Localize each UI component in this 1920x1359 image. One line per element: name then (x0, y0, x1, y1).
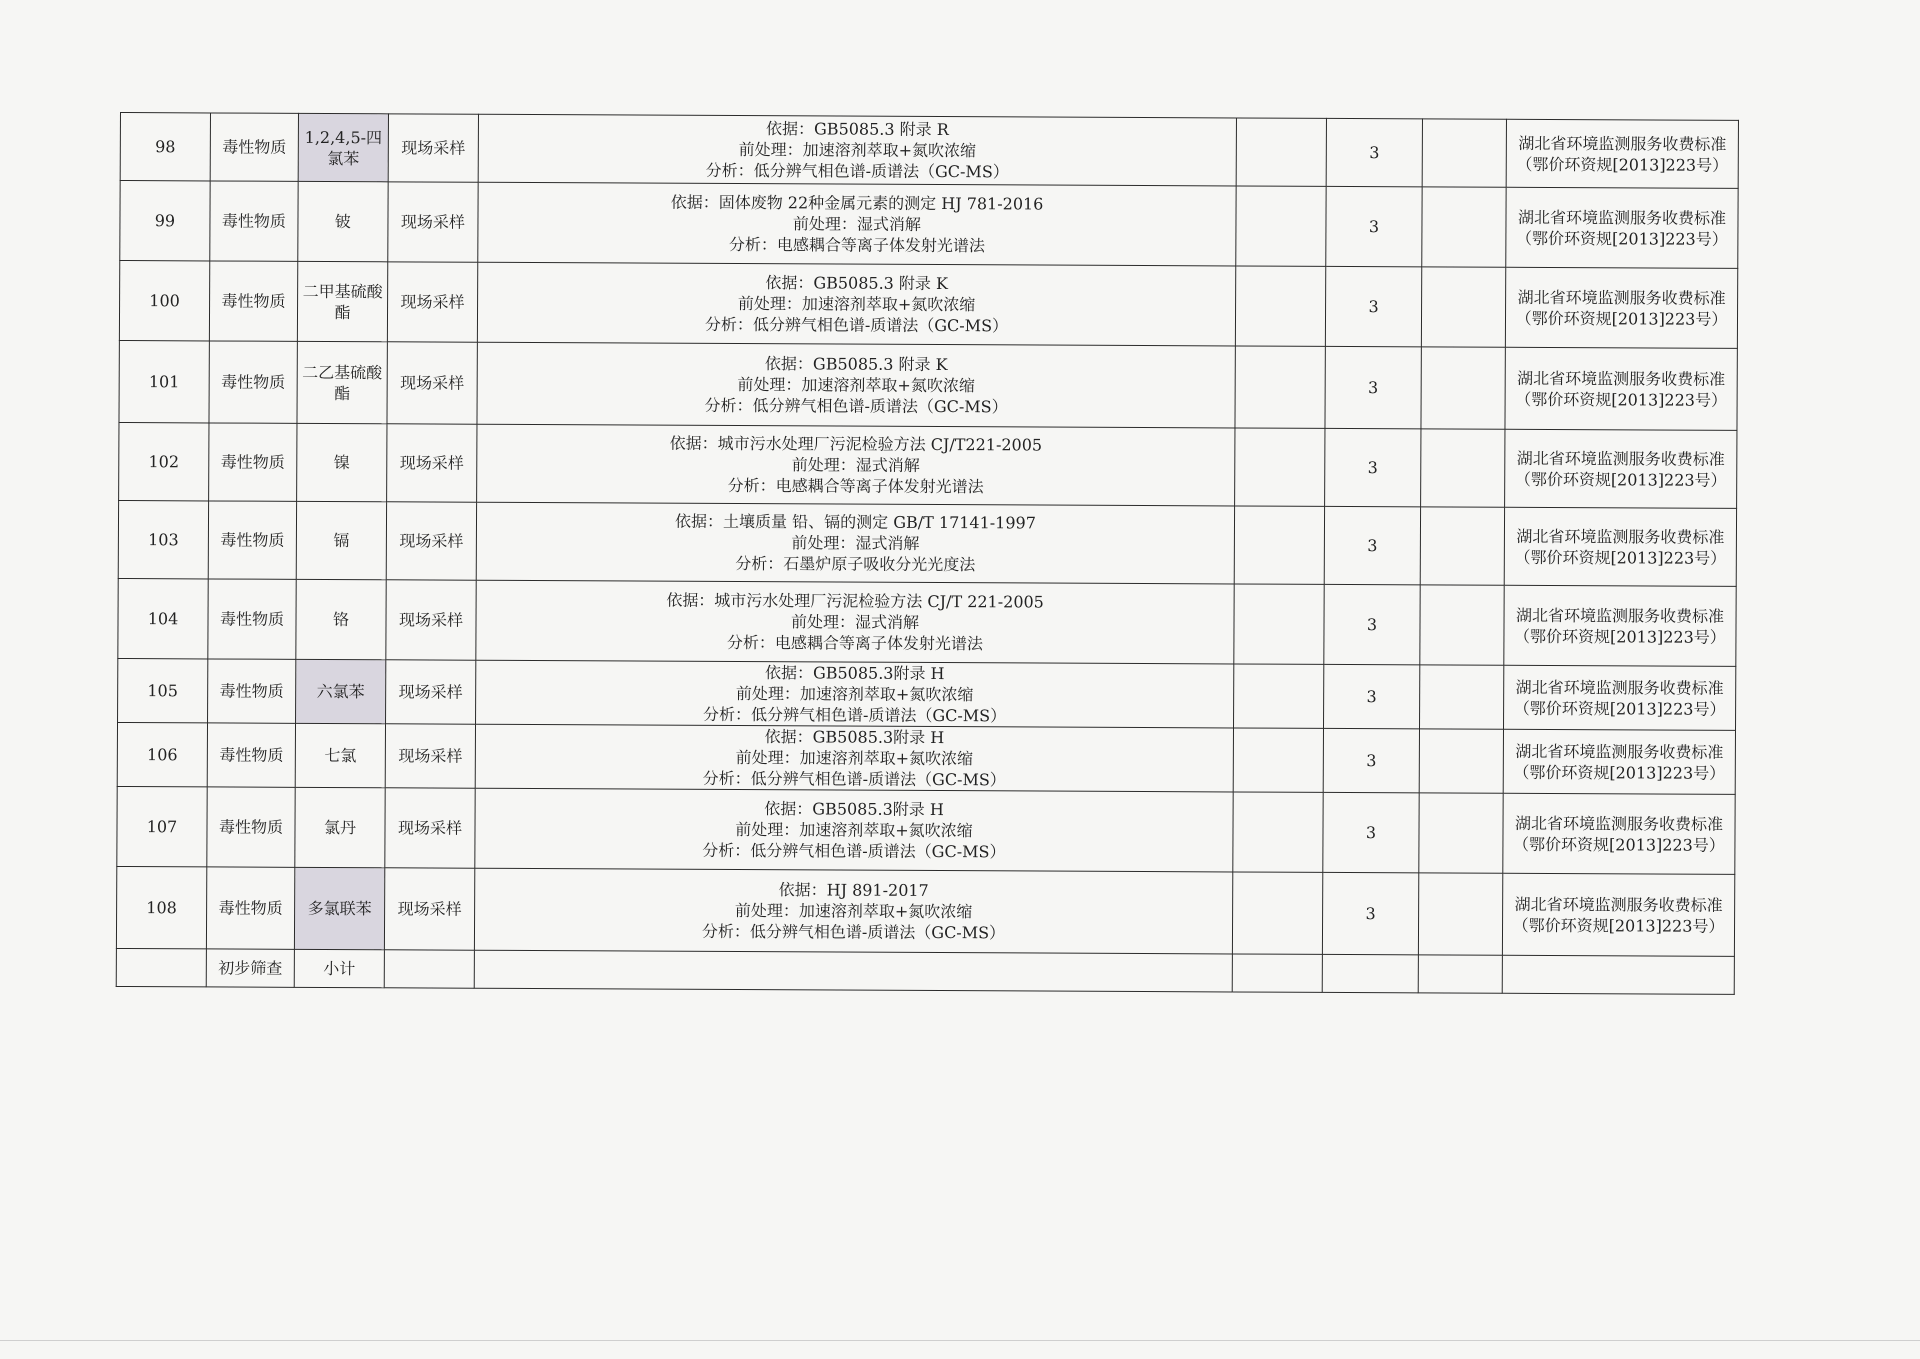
row-number: 102 (119, 422, 209, 500)
empty-cell (1420, 507, 1504, 585)
sampling-cell: 现场采样 (387, 262, 477, 342)
empty-cell (1236, 118, 1326, 186)
table-body (116, 113, 1738, 995)
row-number: 104 (118, 578, 208, 658)
empty-cell (1422, 119, 1506, 187)
standard-line: （鄂价环资规[2013]223号） (1516, 154, 1729, 175)
standard-line: （鄂价环资规[2013]223号） (1515, 228, 1728, 249)
standard-line: （鄂价环资规[2013]223号） (1513, 834, 1725, 855)
quantity-cell: 3 (1325, 346, 1421, 428)
standard-line: 湖北省环境监测服务收费标准 (1514, 813, 1724, 834)
standard-cell (1506, 187, 1738, 268)
method-line: 依据：GB5085.3附录 H (764, 663, 945, 684)
standard-cell (1504, 585, 1736, 666)
item-cell: 二甲基硫酸酯 (297, 261, 387, 341)
category-cell: 毒性物质 (208, 579, 296, 659)
row-number: 106 (117, 722, 207, 786)
category-cell: 毒性物质 (207, 723, 295, 787)
method-line: 前处理：加速溶剂萃取+氮吹浓缩 (735, 820, 973, 841)
standard-cell (1502, 873, 1734, 956)
empty-cell (1418, 873, 1502, 955)
empty-cell (474, 950, 1232, 992)
empty-cell (384, 950, 474, 988)
method-cell (476, 660, 1234, 728)
quantity-cell: 3 (1324, 664, 1420, 728)
item-cell: 多氯联苯 (294, 867, 384, 949)
sampling-cell: 现场采样 (387, 424, 477, 502)
method-line: 前处理：湿式消解 (791, 533, 920, 553)
method-line: 前处理：加速溶剂萃取+氮吹浓缩 (735, 748, 974, 769)
method-cell (477, 342, 1235, 428)
empty-cell (1232, 954, 1322, 992)
sampling-cell: 现场采样 (387, 342, 477, 424)
method-line: 分析：低分辨气相色谱-质谱法（GC-MS） (702, 840, 1006, 862)
method-cell (475, 724, 1233, 792)
category-cell: 毒性物质 (208, 501, 296, 579)
table-row (118, 658, 1736, 730)
standard-line: 湖北省环境监测服务收费标准 (1515, 605, 1725, 626)
quantity-cell: 3 (1325, 428, 1421, 506)
method-cell (478, 182, 1236, 266)
empty-cell (1233, 792, 1323, 872)
subtotal-category: 初步筛查 (206, 949, 294, 987)
standard-cell (1503, 793, 1735, 874)
standard-line: 湖北省环境监测服务收费标准 (1517, 287, 1726, 308)
method-cell (475, 788, 1233, 872)
table-row (120, 181, 1738, 269)
row-number: 103 (118, 500, 208, 578)
empty-cell (1418, 955, 1502, 993)
table-row (116, 866, 1734, 956)
sampling-cell: 现场采样 (384, 868, 474, 950)
method-line: 分析：低分辨气相色谱-质谱法（GC-MS） (702, 704, 1007, 726)
method-line: 依据：HJ 891-2017 (778, 880, 929, 900)
method-line: 前处理：湿式消解 (791, 455, 920, 475)
standard-cell (1504, 665, 1736, 730)
row-number: 98 (120, 113, 210, 181)
standard-cell (1505, 429, 1737, 508)
category-cell: 毒性物质 (210, 181, 298, 261)
item-cell: 1,2,4,5-四氯苯 (298, 113, 388, 181)
standard-cell (1506, 119, 1738, 188)
row-number: 105 (118, 658, 208, 722)
quantity-cell: 3 (1326, 186, 1422, 266)
method-line: 依据：GB5085.3 附录 R (766, 119, 949, 140)
standard-line: （鄂价环资规[2013]223号） (1513, 698, 1726, 719)
category-cell: 毒性物质 (208, 659, 296, 723)
item-cell: 铍 (298, 181, 388, 261)
row-number: 108 (116, 866, 206, 948)
sampling-cell: 现场采样 (385, 788, 475, 868)
row-number: 99 (120, 181, 210, 261)
method-line: 前处理：加速溶剂萃取+氮吹浓缩 (737, 375, 975, 396)
table-row (119, 422, 1737, 508)
table-row (117, 786, 1735, 874)
standard-line: （鄂价环资规[2013]223号） (1513, 762, 1726, 783)
empty-cell (1235, 346, 1325, 428)
document-sheet (120, 112, 1738, 987)
subtotal-label: 小计 (294, 949, 384, 987)
row-number: 100 (119, 261, 209, 341)
quantity-cell: 3 (1324, 506, 1420, 584)
standard-line: （鄂价环资规[2013]223号） (1514, 469, 1727, 490)
method-line: 分析：电感耦合等离子体发射光谱法 (726, 632, 983, 654)
row-number: 107 (117, 786, 207, 866)
standard-cell (1505, 347, 1737, 430)
sampling-cell: 现场采样 (386, 660, 476, 724)
method-line: 分析：低分辨气相色谱-质谱法（GC-MS） (701, 921, 1006, 943)
sampling-cell: 现场采样 (386, 580, 476, 660)
fee-table (116, 112, 1739, 995)
method-line: 分析：低分辨气相色谱-质谱法（GC-MS） (705, 160, 1009, 182)
method-line: 前处理：加速溶剂萃取+氮吹浓缩 (737, 294, 976, 315)
empty-cell (1502, 955, 1734, 994)
item-cell: 六氯苯 (296, 659, 386, 723)
category-cell: 毒性物质 (207, 787, 295, 867)
table-row (118, 578, 1736, 666)
empty-cell (1234, 506, 1324, 584)
item-cell: 二乙基硫酸酯 (297, 341, 387, 423)
method-line: 分析：低分辨气相色谱-质谱法（GC-MS） (704, 395, 1008, 417)
category-cell: 毒性物质 (210, 113, 298, 181)
empty-cell (1233, 728, 1323, 792)
standard-line: 湖北省环境监测服务收费标准 (1515, 677, 1724, 698)
standard-line: （鄂价环资规[2013]223号） (1515, 389, 1728, 410)
method-line: 依据：城市污水处理厂污泥检验方法 CJ/T 221-2005 (666, 590, 1044, 612)
empty-cell (1419, 793, 1503, 873)
standard-line: 湖北省环境监测服务收费标准 (1516, 448, 1725, 469)
standard-line: 湖北省环境监测服务收费标准 (1518, 133, 1727, 154)
method-line: 依据：GB5085.3附录 H (764, 799, 944, 820)
method-line: 前处理：湿式消解 (792, 214, 922, 234)
standard-cell (1505, 267, 1737, 348)
empty-cell (1420, 665, 1504, 729)
standard-line: （鄂价环资规[2013]223号） (1512, 915, 1725, 936)
method-line: 依据：土壤质量 铅、镉的测定 GB/T 17141-1997 (675, 511, 1036, 533)
standard-line: 湖北省环境监测服务收费标准 (1515, 741, 1724, 762)
empty-cell (1232, 872, 1322, 954)
page-edge-line (0, 1340, 1920, 1341)
empty-cell (1421, 347, 1505, 429)
table-row (119, 261, 1737, 349)
method-cell (476, 502, 1234, 584)
empty-cell (1234, 664, 1324, 728)
standard-line: （鄂价环资规[2013]223号） (1515, 308, 1728, 329)
method-cell (476, 580, 1234, 664)
standard-line: 湖北省环境监测服务收费标准 (1514, 894, 1723, 915)
method-line: 依据：GB5085.3附录 H (764, 727, 945, 748)
method-line: 前处理：加速溶剂萃取+氮吹浓缩 (738, 140, 977, 161)
empty-cell (1235, 428, 1325, 506)
method-cell (478, 114, 1236, 186)
category-cell: 毒性物质 (209, 261, 297, 341)
empty-cell (1235, 266, 1325, 346)
quantity-cell: 3 (1323, 792, 1419, 872)
category-cell: 毒性物质 (209, 341, 297, 423)
empty-cell (1421, 267, 1505, 347)
table-row (118, 500, 1736, 586)
method-cell (474, 868, 1232, 954)
method-line: 前处理：加速溶剂萃取+氮吹浓缩 (735, 684, 974, 705)
subtotal-row (116, 948, 1734, 994)
empty-cell (1234, 584, 1324, 664)
category-cell: 毒性物质 (209, 423, 297, 501)
empty-cell (1419, 729, 1503, 793)
sampling-cell: 现场采样 (388, 114, 478, 182)
quantity-cell: 3 (1322, 872, 1418, 954)
standard-line: 湖北省环境监测服务收费标准 (1517, 368, 1726, 389)
method-line: 依据：城市污水处理厂污泥检验方法 CJ/T221-2005 (669, 433, 1043, 455)
sampling-cell: 现场采样 (388, 182, 478, 262)
method-line: 分析：低分辨气相色谱-质谱法（GC-MS） (702, 768, 1006, 790)
quantity-cell: 3 (1325, 266, 1421, 346)
item-cell: 氯丹 (295, 787, 385, 867)
row-number: 101 (119, 340, 209, 422)
standard-line: （鄂价环资规[2013]223号） (1514, 547, 1727, 568)
quantity-cell: 3 (1323, 728, 1419, 792)
standard-line: 湖北省环境监测服务收费标准 (1517, 207, 1727, 228)
method-cell (477, 424, 1235, 506)
empty-cell (1421, 429, 1505, 507)
method-line: 依据：GB5085.3 附录 K (764, 354, 948, 375)
method-line: 依据：固体废物 22种金属元素的测定 HJ 781-2016 (670, 192, 1044, 214)
standard-cell (1503, 729, 1735, 794)
method-line: 前处理：湿式消解 (790, 612, 920, 632)
empty-cell (1420, 585, 1504, 665)
quantity-cell: 3 (1326, 118, 1422, 186)
standard-line: （鄂价环资规[2013]223号） (1514, 626, 1726, 647)
sampling-cell: 现场采样 (385, 724, 475, 788)
empty-cell (1236, 186, 1326, 266)
standard-line: 湖北省环境监测服务收费标准 (1516, 526, 1725, 547)
table-row (117, 722, 1735, 794)
category-cell: 毒性物质 (206, 867, 294, 949)
sampling-cell: 现场采样 (386, 502, 476, 580)
method-line: 分析：电感耦合等离子体发射光谱法 (728, 234, 985, 256)
method-line: 前处理：加速溶剂萃取+氮吹浓缩 (734, 901, 973, 922)
empty-cell (1322, 954, 1418, 992)
item-cell: 镍 (297, 423, 387, 501)
quantity-cell: 3 (1324, 584, 1420, 664)
item-cell: 镉 (296, 501, 386, 579)
method-cell (477, 262, 1235, 346)
table-row (120, 113, 1738, 189)
table-row (119, 340, 1737, 430)
method-line: 分析：石墨炉原子吸收分光光度法 (735, 554, 976, 575)
item-cell: 铬 (296, 579, 386, 659)
method-line: 依据：GB5085.3 附录 K (765, 273, 949, 294)
empty-cell (116, 948, 206, 986)
item-cell: 七氯 (295, 723, 385, 787)
method-line: 分析：电感耦合等离子体发射光谱法 (727, 475, 984, 497)
method-line: 分析：低分辨气相色谱-质谱法（GC-MS） (704, 314, 1009, 336)
standard-cell (1504, 507, 1736, 586)
empty-cell (1422, 187, 1506, 267)
